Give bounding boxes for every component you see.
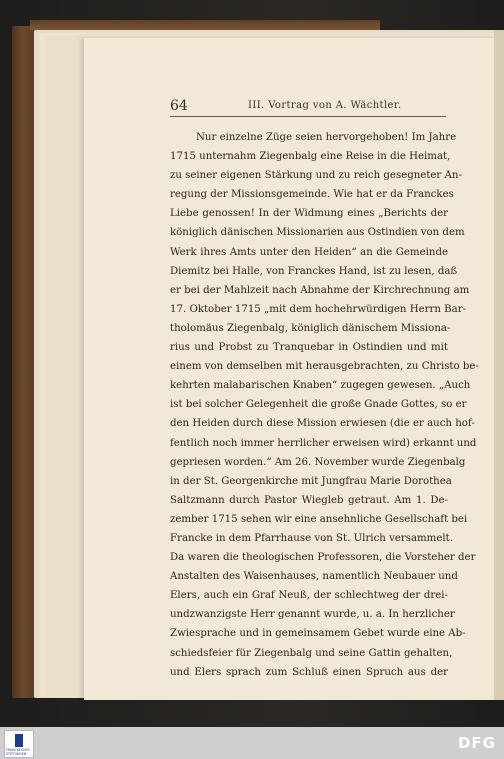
text-line: Werk ihres Amts unter den Heiden“ an die Gemeinde [170,246,448,258]
library-logo-text: FRANCKESCHE STIFTUNGEN [6,748,30,756]
viewer-footer-bar [0,727,504,759]
text-line: Liebe genossen! In der Widmung eines „Berichts der [170,208,448,220]
text-line: Diemitz bei Halle, von Franckes Hand, ist zu lesen, daß [170,265,458,277]
text-line: königlich dänischen Missionarien aus Ostindien von dem [170,227,465,239]
page-right-edge [494,30,504,700]
text-line: tholomäus Ziegenbalg, königlich dänischem Missiona- [170,322,451,334]
text-line: kehrten malabarischen Knaben“ zugegen gewesen. „Auch [170,380,471,392]
text-line: Saltzmann durch Pastor Wiegleb getraut. Am 1. De- [170,494,448,506]
text-line: einem von demselben mit herausgebrachten, zu Christo be- [170,361,479,373]
dfg-logo[interactable]: DFG [457,734,496,752]
text-line: Nur einzelne Züge seien hervorgehoben! Im Jahre [196,132,457,143]
text-line: rius und Probst zu Tranquebar in Ostindien und mit [170,342,448,354]
body-text [170,128,479,682]
page-header [170,100,446,117]
text-line: gepriesen worden.“ Am 26. November wurde Ziegenbalg [170,456,466,468]
text-line: Da waren die theologischen Professoren, die Vorsteher der [170,552,476,564]
text-line: schiedsfeier für Ziegenbalg und seine Gattin gehalten, [170,647,453,659]
page-number: 64 [170,98,188,114]
text-line: den Heiden durch diese Mission erwiesen (die er auch hof- [170,418,475,430]
running-head: III. Vortrag von A. Wächtler. [248,100,402,111]
text-line: Elers, auch ein Graf Neuß, der schlechtweg der drei- [170,590,448,602]
text-line: zember 1715 sehen wir eine ansehnliche Gesellschaft bei [170,513,468,525]
text-line: ist bei solcher Gelegenheit die große Gnade Gottes, so er [170,399,467,411]
tower-icon [15,734,23,747]
text-line: undzwanzigste Herr genannt wurde, u. a. In herzlicher [170,609,455,621]
text-line: regung der Missionsgemeinde. Wie hat er da Franckes [170,189,454,201]
library-logo[interactable] [4,730,34,758]
text-line: fentlich noch immer herrlicher erweisen wird) erkannt und [170,437,477,449]
text-line: 17. Oktober 1715 „mit dem hochehrwürdigen Herrn Bar- [170,303,467,315]
text-line: 1715 unternahm Ziegenbalg eine Reise in die Heimat, [170,151,451,163]
text-line: er bei der Mahlzeit nach Abnahme der Kirchrechnung am [170,284,470,296]
book-cover-top-edge [30,20,380,30]
text-line: zu seiner eigenen Stärkung und zu reich gesegneter An- [170,170,462,182]
text-line: Zwiesprache und in gemeinsamem Gebet wurde eine Ab- [170,628,466,640]
text-line: Anstalten des Waisenhauses, namentlich Neubauer und [170,571,458,583]
text-line: und Elers sprach zum Schluß einen Spruch aus der [170,666,448,678]
text-line: in der St. Georgenkirche mit Jungfrau Marie Dorothea [170,475,452,487]
text-line: Francke in dem Pfarrhause von St. Ulrich versammelt. [170,532,453,544]
